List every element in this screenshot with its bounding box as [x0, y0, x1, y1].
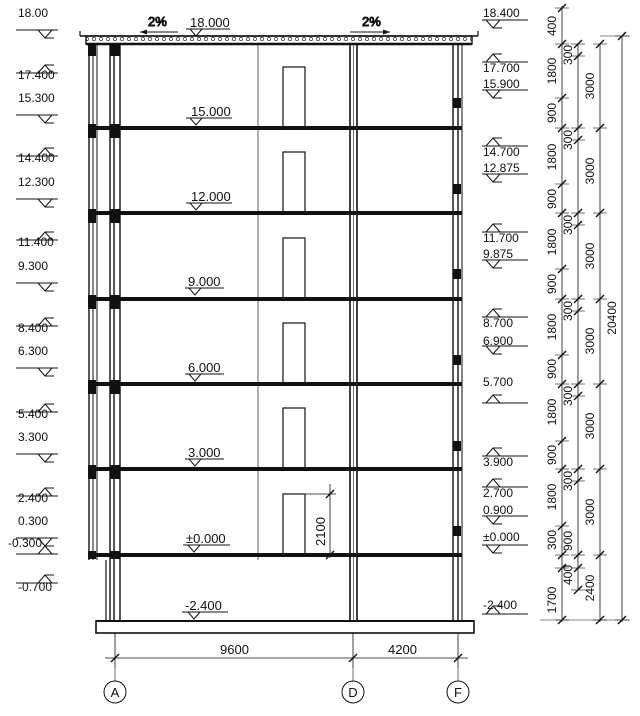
doors	[283, 67, 305, 555]
dim-col1-7: 1800	[545, 313, 559, 341]
right-level-14	[482, 598, 528, 614]
left-level-12-text: 0.300	[18, 514, 49, 528]
right-level-11	[482, 479, 528, 500]
svg-text:9.000: 9.000	[188, 274, 221, 289]
right-level-0	[482, 6, 528, 28]
dim-col1-4: 900	[545, 188, 559, 210]
right-level-1-text: 17.700	[483, 61, 520, 75]
right-level-6	[482, 247, 528, 268]
dim-col2-4: 300	[561, 385, 575, 407]
dim-col1-13: 1700	[545, 586, 559, 614]
dim-col1-3: 1800	[545, 143, 559, 171]
left-level-marks	[8, 6, 58, 594]
right-level-7-text: 8.700	[483, 316, 514, 330]
axis-label-f: F	[454, 685, 462, 700]
lintel-blocks	[88, 44, 461, 559]
right-level-4	[482, 161, 528, 182]
left-level-8-text: 6.300	[18, 344, 49, 358]
left-level-6-text: 9.300	[18, 259, 49, 273]
left-level-3	[16, 148, 58, 165]
svg-text:15.000: 15.000	[191, 104, 231, 119]
floor-slabs	[89, 128, 462, 555]
level-marker-6000	[185, 360, 224, 381]
right-level-8-text: 6.900	[483, 334, 514, 348]
dim-col3-2: 3000	[583, 242, 597, 270]
dim-col3-3: 3000	[583, 327, 597, 355]
right-level-5-text: 11.700	[483, 231, 519, 245]
left-level-1	[16, 65, 58, 82]
roof-slab	[80, 31, 478, 44]
right-level-13	[482, 530, 528, 553]
dim-col1-9: 1800	[545, 398, 559, 426]
svg-text:3.000: 3.000	[188, 445, 221, 460]
left-level-7-text: 8.400	[18, 321, 49, 335]
dim-col1-5: 1800	[545, 228, 559, 256]
dim-col2-5: 300	[561, 470, 575, 492]
right-level-marks	[482, 6, 528, 614]
right-level-2-text: 15.900	[483, 77, 520, 91]
left-level-2-text: 15.300	[18, 91, 55, 105]
foundation	[96, 621, 474, 633]
svg-text:±0.000: ±0.000	[186, 531, 226, 546]
level-marker-roof	[186, 15, 230, 36]
left-level-2	[16, 91, 58, 123]
left-level-7	[16, 318, 58, 335]
left-level-6	[16, 259, 58, 291]
roof-slope-left: 2%	[148, 14, 167, 29]
center-level-markers	[182, 15, 232, 619]
dim-total: 20400	[605, 301, 619, 335]
left-level-13-text: -0.300	[8, 536, 43, 550]
right-level-3	[482, 138, 528, 159]
right-level-12	[482, 503, 528, 524]
bottom-dimensions	[105, 633, 468, 668]
dim-col2-0: 300	[561, 44, 575, 66]
dim-col1-1: 1800	[545, 57, 559, 85]
dim-col2-7: 400	[561, 564, 575, 586]
dim-col3-0: 3000	[583, 72, 597, 100]
axis-bubbles	[104, 668, 469, 703]
right-level-13-text: ±0.000	[483, 530, 520, 544]
dim-col1-8: 900	[545, 358, 559, 380]
level-marker-3000	[185, 445, 224, 466]
left-level-10-text: 3.300	[18, 430, 49, 444]
right-level-1	[482, 54, 528, 75]
axis-label-d: D	[348, 685, 358, 700]
right-level-6-text: 9.875	[483, 247, 514, 261]
left-level-10	[16, 430, 58, 462]
dim-col2-3: 300	[561, 300, 575, 322]
left-level-14-text: -0.700	[18, 580, 53, 594]
right-level-8	[482, 334, 528, 354]
right-level-0-text: 18.400	[483, 6, 520, 20]
left-level-0	[16, 6, 58, 38]
left-level-3-text: 14.400	[18, 151, 55, 165]
right-level-7	[482, 309, 528, 330]
svg-text:-2.400: -2.400	[185, 598, 222, 613]
left-level-9	[16, 404, 58, 421]
right-level-14-text: -2.400	[483, 598, 518, 612]
left-level-4-text: 12.300	[18, 175, 55, 189]
dim-col1-11: 1800	[545, 483, 559, 511]
right-level-9	[482, 375, 528, 403]
svg-text:6.000: 6.000	[188, 360, 221, 375]
right-level-10-text: 3.900	[483, 455, 514, 469]
left-level-5-text: 11.400	[18, 235, 54, 249]
dim-col1-12: 300	[545, 529, 559, 551]
dim-col2-2: 300	[561, 214, 575, 236]
left-level-11	[16, 488, 58, 505]
level-marker-15000	[186, 104, 232, 125]
left-level-11-text: 2.400	[18, 491, 49, 505]
left-level-13	[8, 536, 58, 554]
right-level-3-text: 14.700	[483, 145, 520, 159]
level-marker-basement	[182, 598, 228, 619]
dim-col1-2: 900	[545, 102, 559, 124]
dim-col3-4: 3000	[583, 412, 597, 440]
axis-label-a: A	[110, 685, 120, 700]
left-level-0-text: 18.00	[18, 6, 49, 20]
left-level-14	[16, 575, 58, 594]
dim-col1-10: 900	[545, 444, 559, 466]
vertical-dimensions	[540, 4, 630, 624]
right-level-2	[482, 77, 528, 98]
left-level-4	[16, 175, 58, 207]
level-marker-12000	[186, 189, 232, 210]
dim-col3-1: 3000	[583, 157, 597, 185]
door-height-label: 2100	[313, 517, 328, 546]
left-level-8	[16, 344, 58, 376]
svg-text:12.000: 12.000	[191, 189, 231, 204]
roof-slope-right: 2%	[362, 14, 381, 29]
right-level-9-text: 5.700	[483, 375, 514, 389]
building-structure	[80, 31, 478, 633]
right-level-5	[482, 224, 528, 245]
left-level-9-text: 5.400	[18, 407, 49, 421]
left-windows	[93, 60, 97, 120]
dim-col3-6: 2400	[583, 574, 597, 602]
left-level-1-text: 17.400	[18, 68, 55, 82]
level-text-roof: 18.000	[190, 15, 230, 30]
level-marker-9000	[185, 274, 224, 295]
dim-col3-5: 3000	[583, 498, 597, 526]
right-level-10	[482, 448, 528, 469]
door-height-dimension	[305, 484, 336, 559]
dim-col1-6: 900	[545, 273, 559, 295]
dim-col2-6: 900	[561, 530, 575, 552]
dim-col2-1: 300	[561, 129, 575, 151]
span-a-d: 9600	[220, 642, 249, 657]
roof-slope-markers	[140, 14, 390, 35]
dim-col1-0: 400	[545, 15, 559, 37]
level-marker-0000	[183, 531, 230, 552]
span-d-f: 4200	[388, 642, 417, 657]
right-level-4-text: 12.875	[483, 161, 520, 175]
right-level-11-text: 2.700	[483, 486, 514, 500]
right-level-12-text: 0.900	[483, 503, 514, 517]
left-level-5	[16, 232, 58, 249]
wall-axis-d	[350, 44, 357, 620]
